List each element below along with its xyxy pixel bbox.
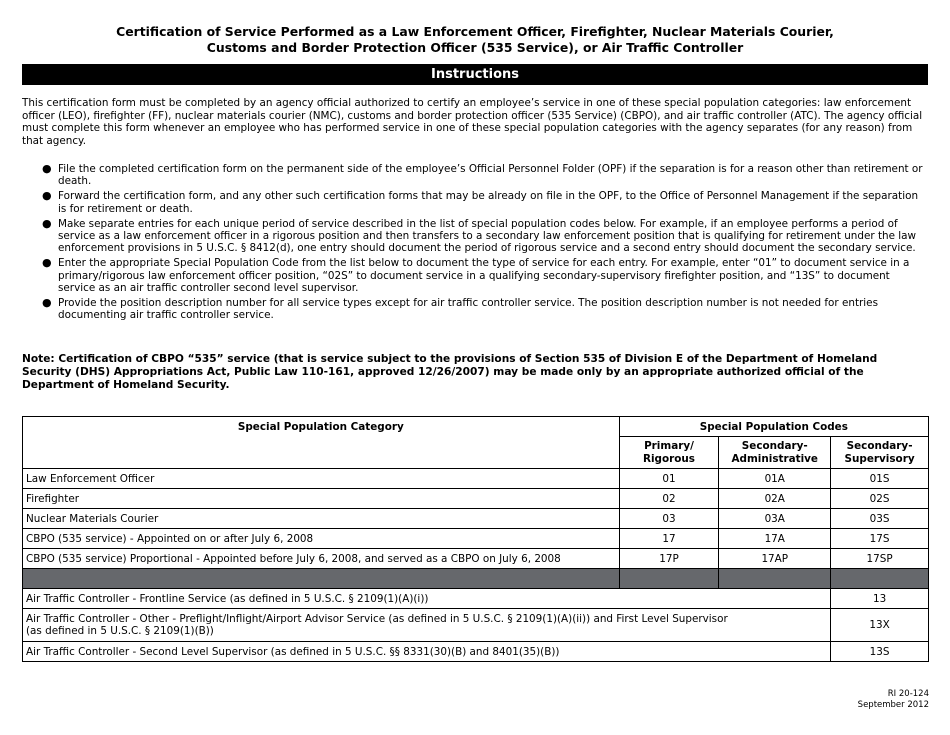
table-row xyxy=(23,509,929,529)
supervisory-code-cell: 17S xyxy=(831,529,929,549)
atc-row xyxy=(23,642,929,662)
atc-category-cell: Air Traffic Controller - Other - Preflight/Inflight/Airport Advisor Service (as defined in 5 U.S.C. § 2109(1)(A)(ii)) and First Level Supervisor (as defined in 5 U.S.C. § 2109(1)(B)) xyxy=(23,609,831,642)
separator-cell xyxy=(619,569,719,589)
instruction-item: ● Make separate entries for each unique period of service described in the list of special population codes below. For example, if an employee performs a period of service as a law enforcement officer in a rigorous position and then transfers to a secondary law enforcement position that is qualifying for retirement under the law enforcement provisions in 5 U.S.C. § 8412(d), one entry should document the period of rigorous service and a second entry should document the secondary service. xyxy=(42,216,917,255)
primary-code-cell: 17P xyxy=(619,549,719,569)
dhs-note: Note: Certification of CBPO “535” service (that is service subject to the provisions of Section 535 of Division E of the Department of Homeland Security (DHS) Appropriations Act, Public Law 110-161, approved 12/26/2007) may be made only by an appropriate authorized official of the Department of Homeland Security. xyxy=(22,353,878,391)
supervisory-code-cell: 17SP xyxy=(831,549,929,569)
table-row xyxy=(23,489,929,509)
bullet-icon: ● xyxy=(42,189,52,203)
table-row xyxy=(23,529,929,549)
atc-row xyxy=(23,589,929,609)
supervisory-code-cell: 02S xyxy=(831,489,929,509)
supervisory-code-cell: 01S xyxy=(831,469,929,489)
atc-code-cell: 13X xyxy=(831,609,929,642)
primary-code-cell: 03 xyxy=(619,509,719,529)
form-title-line-2: Customs and Border Protection Officer (535 Service), or Air Traffic Controller xyxy=(206,39,744,55)
administrative-code-cell: 17AP xyxy=(719,549,831,569)
secondary-supervisory-header: Secondary- Supervisory xyxy=(831,437,929,469)
category-column-header: Special Population Category xyxy=(23,417,620,469)
table-header-row xyxy=(23,417,929,437)
primary-code-cell: 02 xyxy=(619,489,719,509)
form-title xyxy=(0,24,950,55)
category-cell: CBPO (535 service) - Appointed on or after July 6, 2008 xyxy=(23,529,620,549)
instruction-item: ● Enter the appropriate Special Population Code from the list below to document the type of service for each entry. For example, enter “01” to document service in a primary/rigorous law enforcement officer position, “02S” to document service in a qualifying secondary-supervisory firefighter position, and “13S” to document service as an air traffic controller second level supervisor. xyxy=(42,256,910,295)
atc-code-cell: 13S xyxy=(831,642,929,662)
table-row xyxy=(23,469,929,489)
separator-row xyxy=(23,569,929,589)
special-population-codes-table xyxy=(22,416,929,662)
instruction-item: ● Provide the position description number for all service types except for air traffic controller service. The position description number is not needed for entries documenting air traffic controller service. xyxy=(42,296,878,322)
atc-category-cell: Air Traffic Controller - Second Level Supervisor (as defined in 5 U.S.C. §§ 8331(30)(B) and 8401(35)(B)) xyxy=(23,642,831,662)
form-footer xyxy=(858,689,929,710)
category-cell: Firefighter xyxy=(23,489,620,509)
separator-cell xyxy=(831,569,929,589)
primary-rigorous-header: Primary/ Rigorous xyxy=(619,437,719,469)
administrative-code-cell: 02A xyxy=(719,489,831,509)
administrative-code-cell: 03A xyxy=(719,509,831,529)
atc-category-cell: Air Traffic Controller - Frontline Service (as defined in 5 U.S.C. § 2109(1)(A)(i)) xyxy=(23,589,831,609)
instruction-item: ● File the completed certification form on the permanent side of the employee’s Official Personnel Folder (OPF) if the separation is for a reason other than retirement or death. xyxy=(42,162,923,188)
category-cell: CBPO (535 service) Proportional - Appointed before July 6, 2008, and served as a CBPO on July 6, 2008 xyxy=(23,549,620,569)
category-cell: Law Enforcement Officer xyxy=(23,469,620,489)
intro-paragraph: This certification form must be completed by an agency official authorized to certify an employee’s service in one of these special population categories: law enforcement officer (LEO), firefighter (FF), nuclear materials courier (NMC), customs and border protection officer (535 Service) (CBPO), and air traffic controller (ATC). The agency official must complete this form whenever an employee who has performed service in one of these special population categories with the agency separates (for any reason) from that agency. xyxy=(22,97,923,147)
form-date: September 2012 xyxy=(857,699,929,710)
instructions-heading: Instructions xyxy=(22,64,928,85)
administrative-code-cell: 17A xyxy=(719,529,831,549)
bullet-icon: ● xyxy=(42,256,52,270)
bullet-icon: ● xyxy=(42,216,52,230)
separator-cell xyxy=(23,569,620,589)
codes-column-header: Special Population Codes xyxy=(619,417,928,437)
form-number: RI 20-124 xyxy=(887,689,929,699)
instruction-item: ● Forward the certification form, and any other such certification forms that may be already on file in the OPF, to the Office of Personnel Management if the separation is for retirement or death. xyxy=(42,189,919,215)
administrative-code-cell: 01A xyxy=(719,469,831,489)
table-row xyxy=(23,549,929,569)
atc-code-cell: 13 xyxy=(831,589,929,609)
form-title-line-1: Certification of Service Performed as a Law Enforcement Officer, Firefighter, Nuclear Materials Courier, xyxy=(116,24,834,39)
bullet-icon: ● xyxy=(42,162,52,175)
primary-code-cell: 17 xyxy=(619,529,719,549)
bullet-icon: ● xyxy=(42,296,52,310)
instruction-list xyxy=(40,163,926,324)
category-cell: Nuclear Materials Courier xyxy=(23,509,620,529)
separator-cell xyxy=(719,569,831,589)
secondary-administrative-header: Secondary- Administrative xyxy=(719,437,831,469)
supervisory-code-cell: 03S xyxy=(831,509,929,529)
primary-code-cell: 01 xyxy=(619,469,719,489)
atc-row xyxy=(23,609,929,642)
